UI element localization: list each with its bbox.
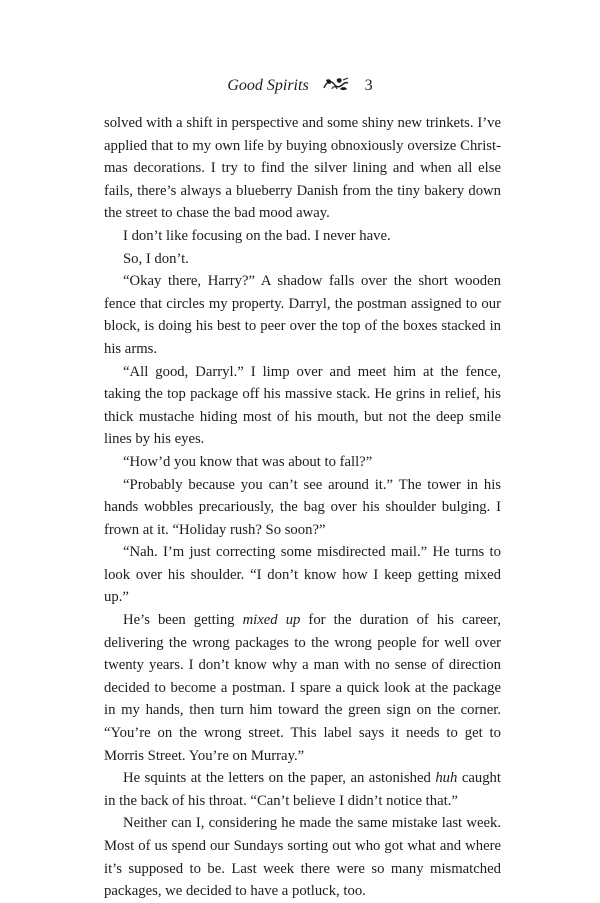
paragraph — [104, 474, 501, 542]
running-head-title: Good Spirits — [227, 77, 309, 94]
paragraph — [104, 812, 501, 902]
page-number: 3 — [364, 77, 373, 94]
text-run: caught in the back of his throat. “Can’t believe I didn’t notice that.” — [104, 770, 501, 809]
paragraph — [104, 112, 501, 225]
running-head — [0, 74, 600, 98]
text-run: “Okay there, Harry?” A shadow falls over the short wooden fence that circles my property. Darryl, the postman assigned to our block, is doing his best to peer over the top of the boxes stacked in his arms. — [104, 273, 501, 357]
text-run: solved with a shift in perspective and some shiny new trinkets. I’ve applied that to my own life by buying obnoxiously oversize Christmas decorations. I try to find the silver lining and when all else fails, there’s always a blueberry Danish from the tiny bakery down the street to chase the bad mood away. — [104, 115, 501, 222]
text-run: for the duration of his career, delivering the wrong packages to the wrong people for well over twenty years. I don’t know why a man with no sense of direction decided to become a postman. I spare a quick look at the package in my hands, then turn him toward the green sign on the corner. “You’re on the wrong street. This label says it needs to get to Morris Street. You’re on Murray.” — [104, 612, 501, 764]
paragraph — [104, 248, 501, 271]
paragraph — [104, 270, 501, 360]
paragraph — [104, 451, 501, 474]
text-run: So, I don’t. — [123, 250, 189, 267]
paragraph — [104, 225, 501, 248]
text-run: He’s been getting — [123, 612, 243, 629]
text-run: He squints at the letters on the paper, an astonished — [123, 770, 436, 787]
fleuron-icon — [323, 77, 349, 91]
paragraph — [104, 361, 501, 451]
body-text — [104, 112, 501, 903]
text-run: Neither can I, considering he made the same mistake last week. Most of us spend our Sundays sorting out who got what and where it’s supposed to be. Last week there were so many mismatched packages, we decided to have a potluck, too. — [104, 815, 501, 900]
italic-text: huh — [435, 770, 458, 787]
text-run: “How’d you know that was about to fall?” — [123, 453, 373, 470]
italic-text: mixed up — [242, 612, 301, 629]
text-run: “All good, Darryl.” I limp over and meet him at the fence, taking the top package off his massive stack. He grins in relief, his thick mustache hiding most of his mouth, but not the deep smile lines by his eyes. — [104, 363, 501, 448]
text-run: I don’t like focusing on the bad. I never have. — [123, 227, 391, 244]
paragraph — [104, 767, 501, 812]
paragraph — [104, 541, 501, 609]
text-run: “Probably because you can’t see around it.” The tower in his hands wobbles precariously, the bag over his shoulder bulging. I frown at it. “Holiday rush? So soon?” — [104, 476, 501, 538]
paragraph — [104, 609, 501, 767]
text-run: “Nah. I’m just correcting some misdirected mail.” He turns to look over his shoulder. “I don’t know how I keep getting mixed up.” — [104, 544, 501, 606]
